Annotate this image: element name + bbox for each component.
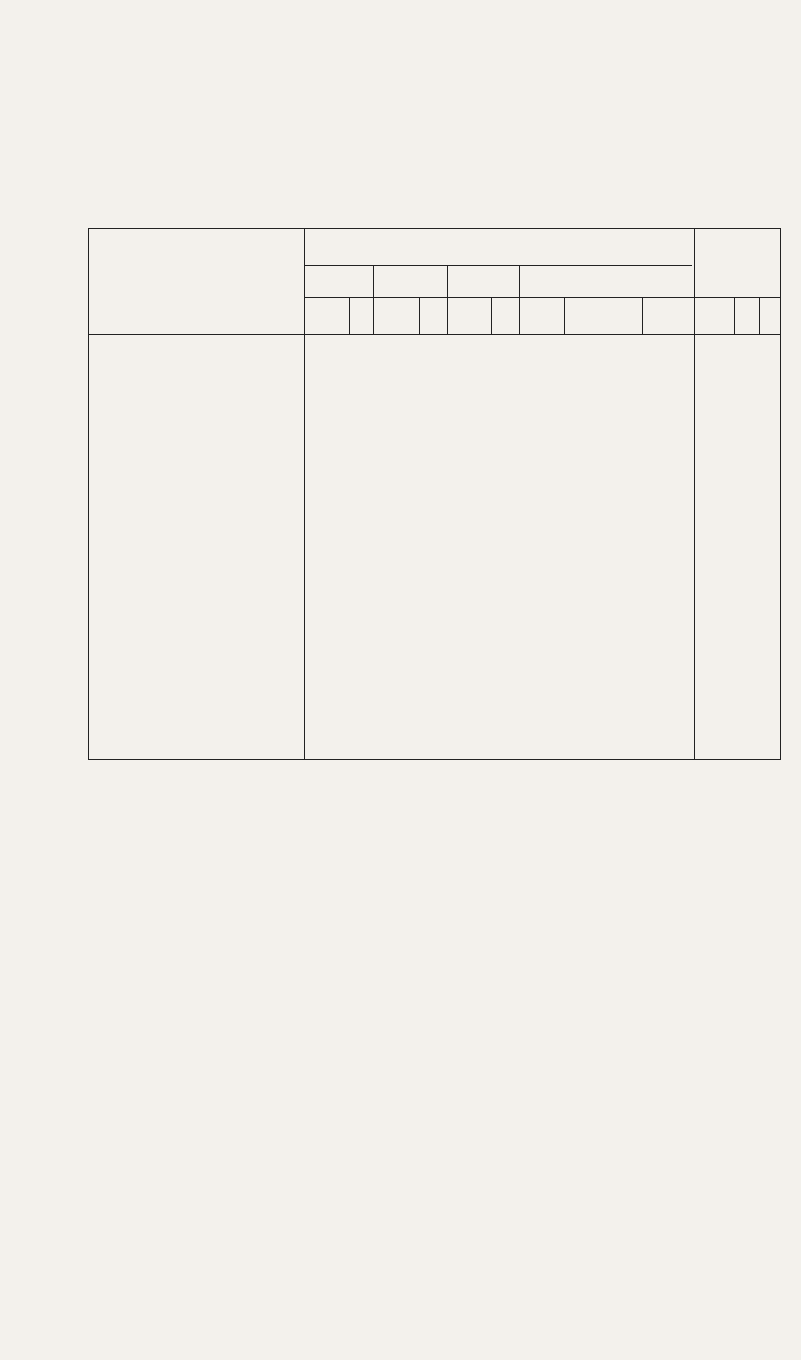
divider-sub <box>564 297 565 334</box>
divider-wards <box>304 229 305 759</box>
table-frame <box>88 228 781 760</box>
subheader-rule <box>304 297 780 298</box>
divider-year <box>694 229 695 759</box>
divider-sub <box>491 297 492 334</box>
divider-q <box>519 265 520 334</box>
divider-sub <box>419 297 420 334</box>
header-bottom-rule <box>89 334 780 335</box>
divider-sub <box>759 297 760 334</box>
divider-q <box>373 265 374 334</box>
quarters-rule <box>304 265 692 266</box>
divider-sub <box>349 297 350 334</box>
divider-sub <box>734 297 735 334</box>
divider-q <box>447 265 448 334</box>
divider-sub <box>642 297 643 334</box>
